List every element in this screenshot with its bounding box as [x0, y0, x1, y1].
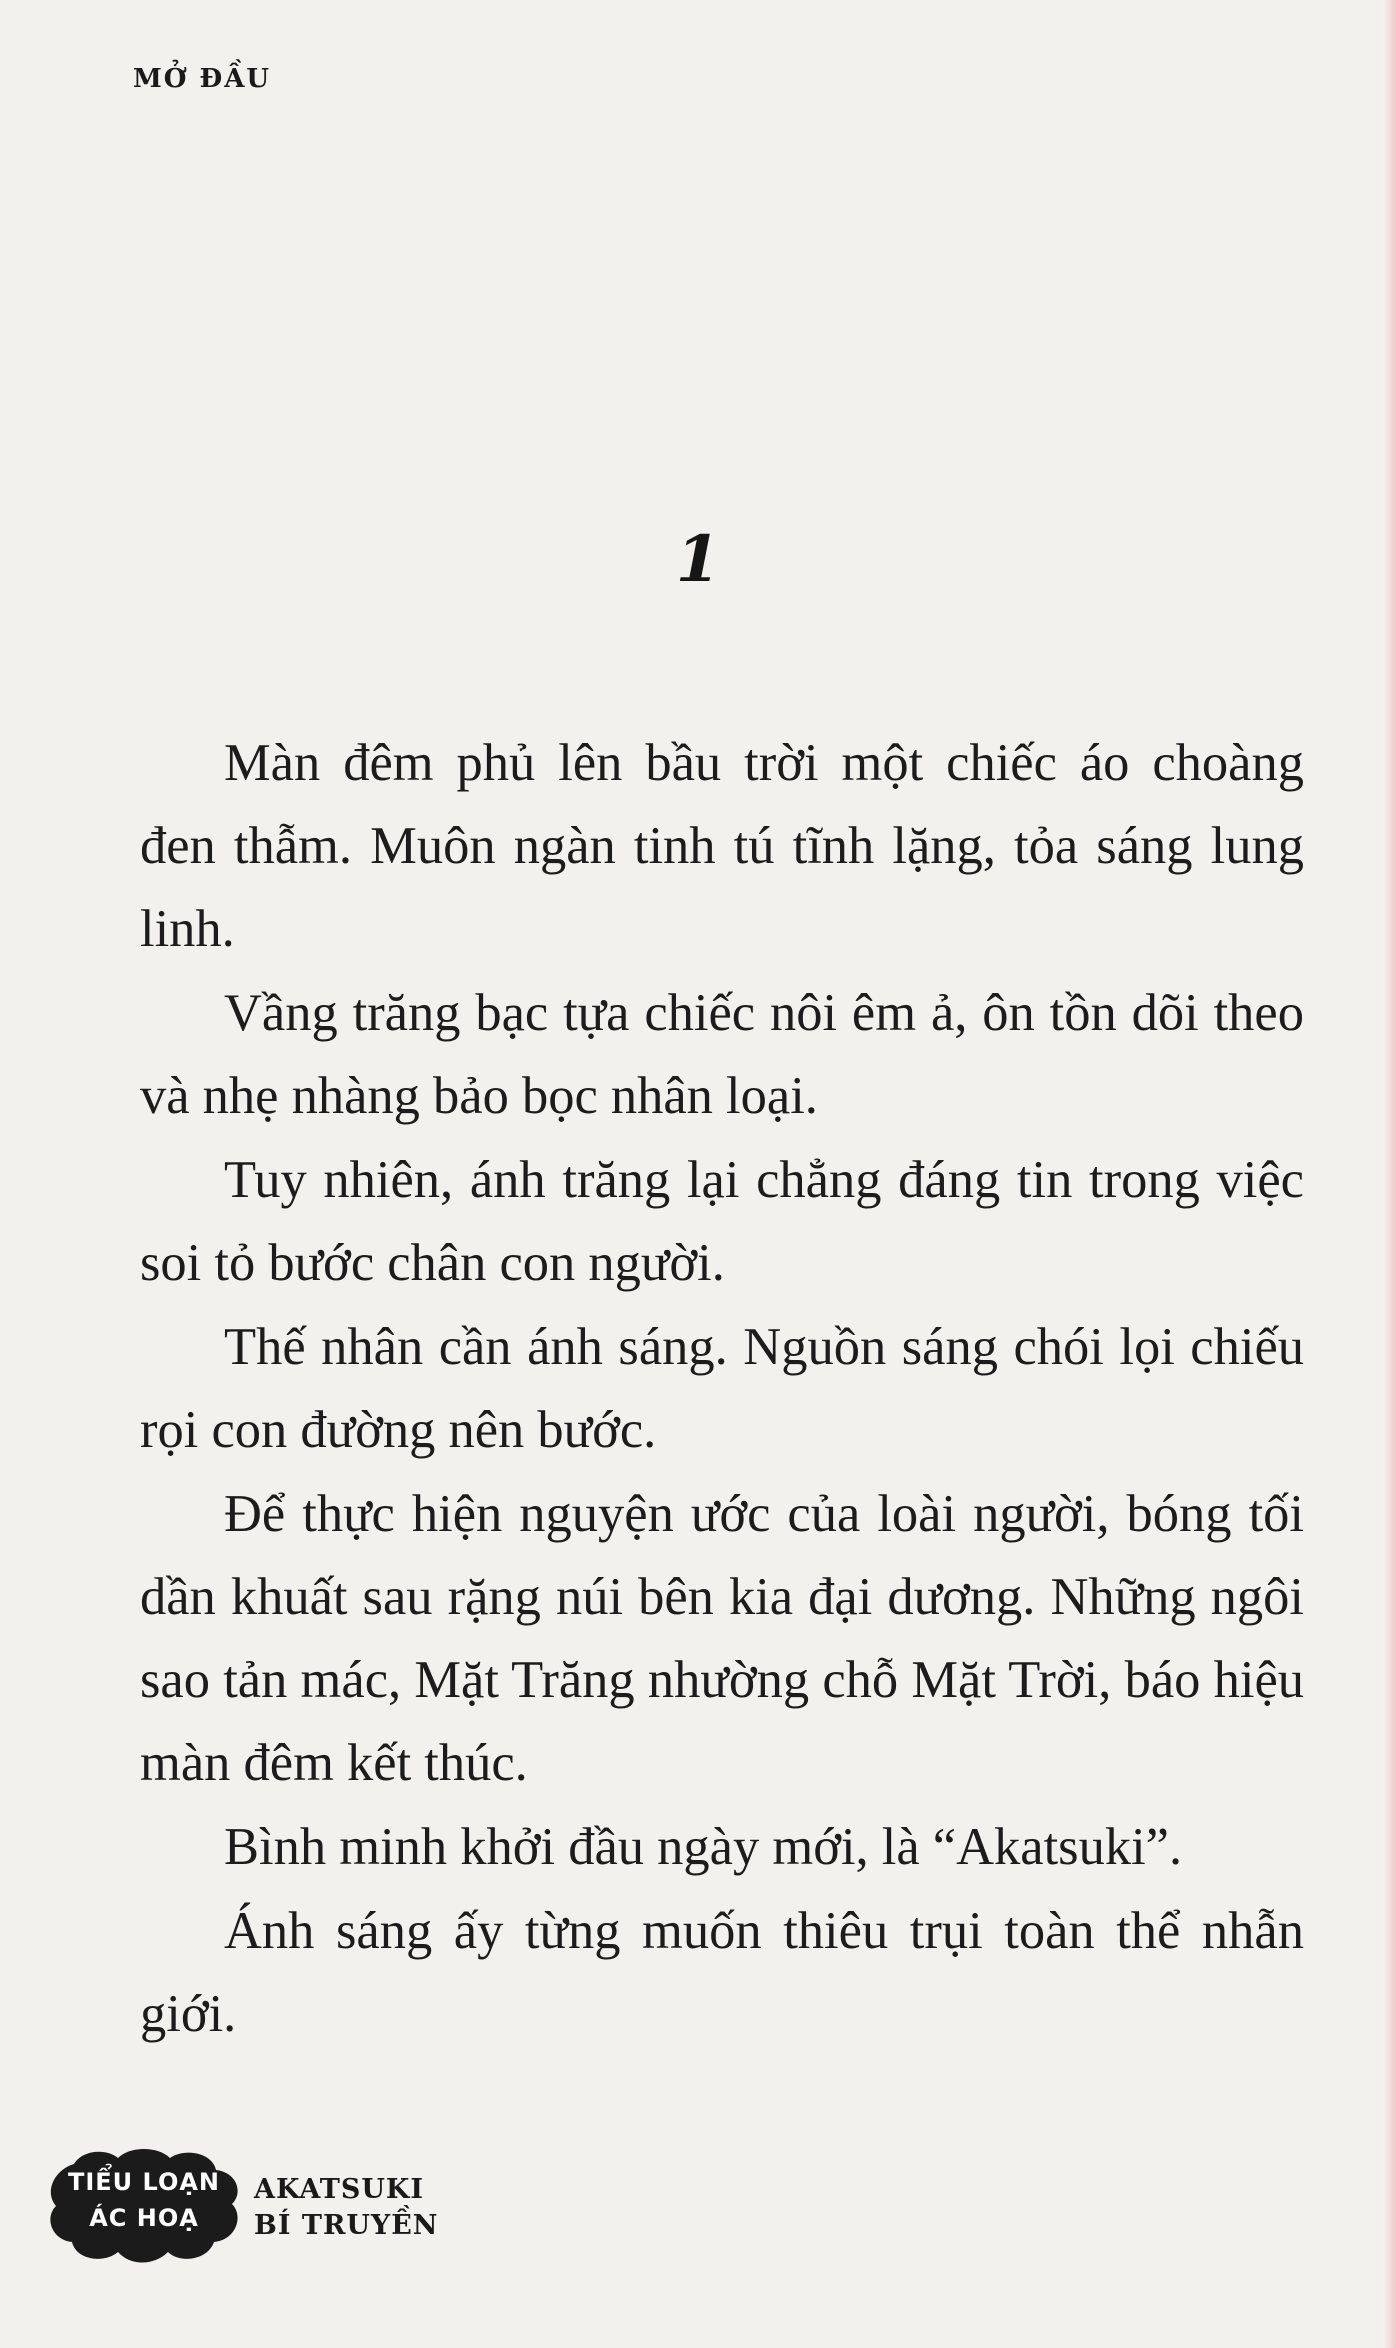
paragraph: Vầng trăng bạc tựa chiếc nôi êm ả, ôn tồn dõi theo và nhẹ nhàng bảo bọc nhân loại. — [140, 984, 1304, 1125]
chapter-body — [140, 722, 1304, 2056]
paragraph: Thế nhân cần ánh sáng. Nguồn sáng chói lọi chiếu rọi con đường nên bước. — [140, 1318, 1304, 1459]
paragraph: Bình minh khởi đầu ngày mới, là “Akatsuki”. — [224, 1818, 1183, 1876]
page-edge — [1382, 0, 1396, 2348]
paragraph: Màn đêm phủ lên bầu trời một chiếc áo choàng đen thẫm. Muôn ngàn tinh tú tĩnh lặng, tỏa sáng lung linh. — [140, 734, 1304, 958]
series-name-line2: ÁC HOẠ — [89, 2204, 199, 2232]
series-name-line1: TIỂU LOẠN — [67, 2168, 221, 2196]
book-title — [254, 2172, 438, 2244]
paragraph: Ánh sáng ấy từng muốn thiêu trụi toàn thể nhẫn giới. — [140, 1902, 1304, 2043]
running-head: MỞ ĐẦU — [133, 64, 272, 94]
paragraph: Để thực hiện nguyện ước của loài người, bóng tối dần khuất sau rặng núi bên kia đại dương. Những ngôi sao tản mác, Mặt Trăng nhường chỗ Mặt Trời, báo hiệu màn đêm kết thúc. — [140, 1485, 1304, 1792]
book-title-line2: BÍ TRUYỀN — [254, 2210, 439, 2241]
chapter-number: 1 — [675, 522, 721, 597]
page-footer — [44, 2146, 464, 2266]
series-logo — [44, 2146, 244, 2266]
paragraph: Tuy nhiên, ánh trăng lại chẳng đáng tin trong việc soi tỏ bước chân con người. — [140, 1151, 1304, 1292]
book-title-line1: AKATSUKI — [254, 2174, 425, 2205]
